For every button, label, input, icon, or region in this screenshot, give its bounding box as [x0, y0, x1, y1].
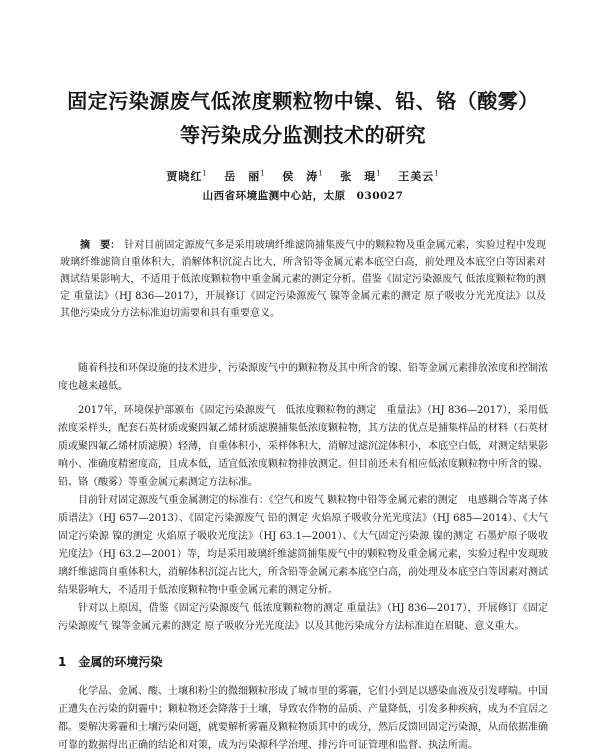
- section-number: 1: [58, 655, 67, 669]
- paragraph: 针对以上原因，借鉴《固定污染源废气 低浓度颗粒物的测定 重量法》（HJ 836—2017），开展修订《固定污染源废气 镍等金属元素的测定 原子吸收分光光度法》以及其他污染成分方法标准迫在眉睫、意义重大。: [58, 603, 548, 632]
- affiliation: 山西省环境监测中心站，太原 030027: [202, 190, 404, 202]
- author: 王美云$^1$: [398, 169, 440, 183]
- abstract-text: 针对目前固定源废气多是采用玻璃纤维滤筒捕集废气中的颗粒物及重金属元素，实验过程中发现玻璃纤维滤筒自重体积大，消解体积沉淀占比大，所含铅等金属元素本底空白高，前处理及本底空白等因素对测试结果影响大，不适用于低浓度颗粒物中重金属元素的测定分析。借鉴《固定污染源废气 低浓度颗粒物的测定 重量法》（HJ 836—2017），开展修订《固定污染源废气 镍等金属元素的测定 原子吸收分光光度法》以及其他污染成分方法标准迫切需要和具有重要意义。: [60, 240, 547, 319]
- paragraph: 化学品、金属、酸、土壤和粉尘的微细颗粒形成了城市里的雾霾，它们小到足以感染血液及引发哮喘。中国正遭失在污染的阴霾中；颗粒物还会降落于土壤，导致农作物的品质、产量降低，引发多种疾病，成为不宜居之都。要解决雾霾和土壤污染问题，就要解析雾霾及颗粒物质其中的成分，然后反馈回固定污染源，从而依据准确可靠的数据得出正确的结论和对策，成为污染源科学治理、排污许可证管理和监督、执法所需。: [58, 686, 548, 751]
- section-heading: [58, 653, 548, 671]
- body-text: [58, 360, 548, 755]
- author: 岳 丽$^1$: [224, 169, 266, 183]
- paragraph: 目前针对固定源废气重金属测定的标准有：《空气和废气 颗粒物中铅等金属元素的测定 电感耦合等离子体质谱法》（HJ 657—2013）、《固定污染源废气 铅的测定 火焰原子吸收分光光度法》（HJ 685—2014）、《大气固定污染源 镍的测定 火焰原子吸收光度法》（HJ 63.1—2001）、《大气固定污染源 镍的测定 石墨炉原子吸收光度法》（HJ 63.2—2001）等，均是采用玻璃纤维滤筒捕集废气中的颗粒物及重金属元素，实验过程中发现玻璃纤维滤筒自重体积大，消解体积沉淀占比大，所含铅等金属元素本底空白高，前处理及本底空白等因素对测试结果影响大，不适用于低浓度颗粒物中重金属元素的测定分析。: [58, 495, 548, 596]
- abstract-label: 摘 要：: [80, 240, 121, 251]
- paper-title-line1: 固定污染源废气低浓度颗粒物中镍、铅、铬（酸雾）: [67, 89, 539, 113]
- paper-title-line2: 等污染成分监测技术的研究: [180, 123, 426, 147]
- abstract: [58, 237, 548, 322]
- author: 贾晓红$^1$: [166, 169, 208, 183]
- paragraph: 2017年，环境保护部颁布《固定污染源废气 低浓度颗粒物的测定 重量法》（HJ 836—2017），采用低浓度采样头，配套石英材质或聚四氟乙烯材质滤膜捕集低浓度颗粒物，其方法的优点是捕集样品的材料（石英材质或聚四氟乙烯材质滤膜）轻薄，自重体积小，采样体积大，消解过滤沉淀体积小，本底空白低，对测定结果影响小、准确度精密度高，且成本低，适宜低浓度颗粒物排放测定。但目前还未有相应低浓度颗粒物中所含的镍、铅、铬（酸雾）等重金属元素测定方法标准。: [58, 405, 548, 488]
- author-list: [58, 168, 548, 184]
- author: 侯 涛$^1$: [282, 169, 324, 183]
- paragraph: 随着科技和环保设施的技术进步，污染源废气中的颗粒物及其中所含的镍、铅等金属元素排放浓度和控制浓度也越来越低。: [58, 363, 548, 392]
- author: 张 琨$^1$: [340, 169, 382, 183]
- section-title: 金属的环境污染: [78, 655, 163, 669]
